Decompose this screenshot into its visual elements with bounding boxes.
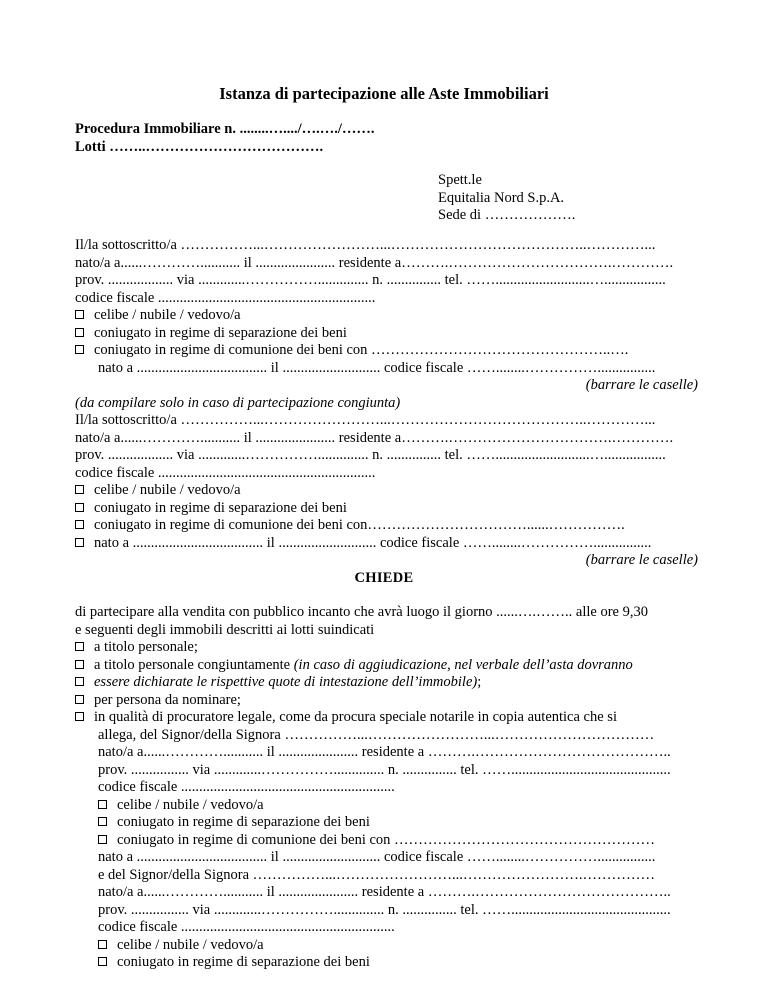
- checkbox-icon[interactable]: [75, 520, 84, 529]
- recipient-line-2: Equitalia Nord S.p.A.: [438, 190, 565, 206]
- lotti-line: Lotti ……..……………………………….: [75, 139, 324, 155]
- body-p2: e seguenti degli immobili descritti ai lotti suindicati: [75, 622, 375, 638]
- option-titolo-personale[interactable]: a titolo personale;: [75, 639, 698, 656]
- procuratore-nato: nato/a a......…………........... il ...................... residente a ……….…………………………………..: [98, 744, 671, 760]
- s1-nato: nato/a a......…………........... il ...................... residente a……….…………………………….………….: [75, 255, 674, 271]
- s2-nato: nato/a a......…………........... il ...................... residente a……….…………………………….………….: [75, 430, 674, 446]
- s1-barrare-note: (barrare le caselle): [585, 377, 698, 393]
- e-option-separazione[interactable]: coniugato in regime di separazione dei beni: [98, 954, 698, 971]
- procuratore-comunione-nato: nato a .................................... il ........................... codice fiscale ……........……………................: [98, 849, 656, 865]
- chiede-heading: CHIEDE: [354, 570, 414, 586]
- checkbox-icon[interactable]: [75, 695, 84, 704]
- e-prov: prov. ................ via .............…………….............. n. ............... tel. ……............................................: [98, 902, 671, 918]
- checkbox-icon[interactable]: [98, 940, 107, 949]
- e-cf: codice fiscale ...........................................................: [98, 919, 395, 935]
- checkbox-icon[interactable]: [75, 328, 84, 337]
- checkbox-icon[interactable]: [98, 817, 107, 826]
- checkbox-icon[interactable]: [75, 677, 84, 686]
- s2-option-nato[interactable]: nato a .................................... il ........................... codice fiscale ……........……………................: [75, 535, 698, 552]
- option-procuratore[interactable]: in qualità di procuratore legale, come da procura speciale notarile in copia autentica che si: [75, 709, 698, 726]
- procuratore-option-comunione[interactable]: coniugato in regime di comunione dei beni con ………………………………………………: [98, 832, 698, 849]
- procuratore-option-separazione[interactable]: coniugato in regime di separazione dei beni: [98, 814, 698, 831]
- option-quote[interactable]: essere dichiarate le rispettive quote di intestazione dell’immobile);: [75, 674, 698, 691]
- s2-option-comunione[interactable]: coniugato in regime di comunione dei beni con……………………………......…………….: [75, 517, 698, 534]
- checkbox-icon[interactable]: [98, 835, 107, 844]
- s2-cf: codice fiscale ............................................................: [75, 465, 376, 481]
- option-congiuntamente[interactable]: a titolo personale congiuntamente (in caso di aggiudicazione, nel verbale dell’asta dovranno: [75, 657, 698, 674]
- checkbox-icon[interactable]: [98, 957, 107, 966]
- checkbox-icon[interactable]: [75, 712, 84, 721]
- checkbox-icon[interactable]: [75, 642, 84, 651]
- s1-sottoscritto: Il/la sottoscritto/a ……………...……………………...…………………………………..…………...: [75, 237, 656, 253]
- recipient-line-1: Spett.le: [438, 172, 482, 188]
- s1-comunione-nato: nato a .................................... il ........................... codice fiscale ……........……………................: [98, 360, 656, 376]
- procuratore-option-celibe[interactable]: celibe / nubile / vedovo/a: [98, 797, 698, 814]
- s2-option-celibe[interactable]: celibe / nubile / vedovo/a: [75, 482, 698, 499]
- checkbox-icon[interactable]: [75, 503, 84, 512]
- recipient-line-3: Sede di ……………….: [438, 207, 576, 223]
- checkbox-icon[interactable]: [98, 800, 107, 809]
- s1-option-comunione[interactable]: coniugato in regime di comunione dei beni con …………………………………………..….: [75, 342, 698, 359]
- s2-note: (da compilare solo in caso di partecipazione congiunta): [75, 395, 401, 411]
- checkbox-icon[interactable]: [75, 310, 84, 319]
- s2-sottoscritto: Il/la sottoscritto/a ……………...……………………...…………………………………..…………...: [75, 412, 656, 428]
- e-signor: e del Signor/della Signora ……………...……………………...…………………….……………: [98, 867, 656, 883]
- checkbox-icon[interactable]: [75, 538, 84, 547]
- document-title: Istanza di partecipazione alle Aste Immobiliari: [219, 84, 549, 103]
- procedura-line: Procedura Immobiliare n. ........…..../….…./…….: [75, 121, 375, 137]
- checkbox-icon[interactable]: [75, 660, 84, 669]
- s2-barrare-note: (barrare le caselle): [585, 552, 698, 568]
- s2-prov: prov. .................. via .............…………….............. n. ............... tel. ……..........................….................: [75, 447, 666, 463]
- e-nato: nato/a a......…………........... il ...................... residente a ……….…………………………………..: [98, 884, 671, 900]
- e-option-celibe[interactable]: celibe / nubile / vedovo/a: [98, 937, 698, 954]
- body-p1: di partecipare alla vendita con pubblico incanto che avrà luogo il giorno ......….…….. alle ore 9,30: [75, 604, 648, 620]
- checkbox-icon[interactable]: [75, 345, 84, 354]
- procuratore-signor: allega, del Signor/della Signora ……………...……………………...……………………………: [98, 727, 655, 743]
- s1-cf: codice fiscale ............................................................: [75, 290, 376, 306]
- s1-prov: prov. .................. via .............…………….............. n. ............... tel. ……..........................….................: [75, 272, 666, 288]
- s1-option-separazione[interactable]: coniugato in regime di separazione dei beni: [75, 325, 698, 342]
- s1-option-celibe[interactable]: celibe / nubile / vedovo/a: [75, 307, 698, 324]
- procuratore-cf: codice fiscale ...........................................................: [98, 779, 395, 795]
- option-persona-da-nominare[interactable]: per persona da nominare;: [75, 692, 698, 709]
- checkbox-icon[interactable]: [75, 485, 84, 494]
- procuratore-prov: prov. ................ via .............…………….............. n. ............... tel. ……............................................: [98, 762, 671, 778]
- s2-option-separazione[interactable]: coniugato in regime di separazione dei beni: [75, 500, 698, 517]
